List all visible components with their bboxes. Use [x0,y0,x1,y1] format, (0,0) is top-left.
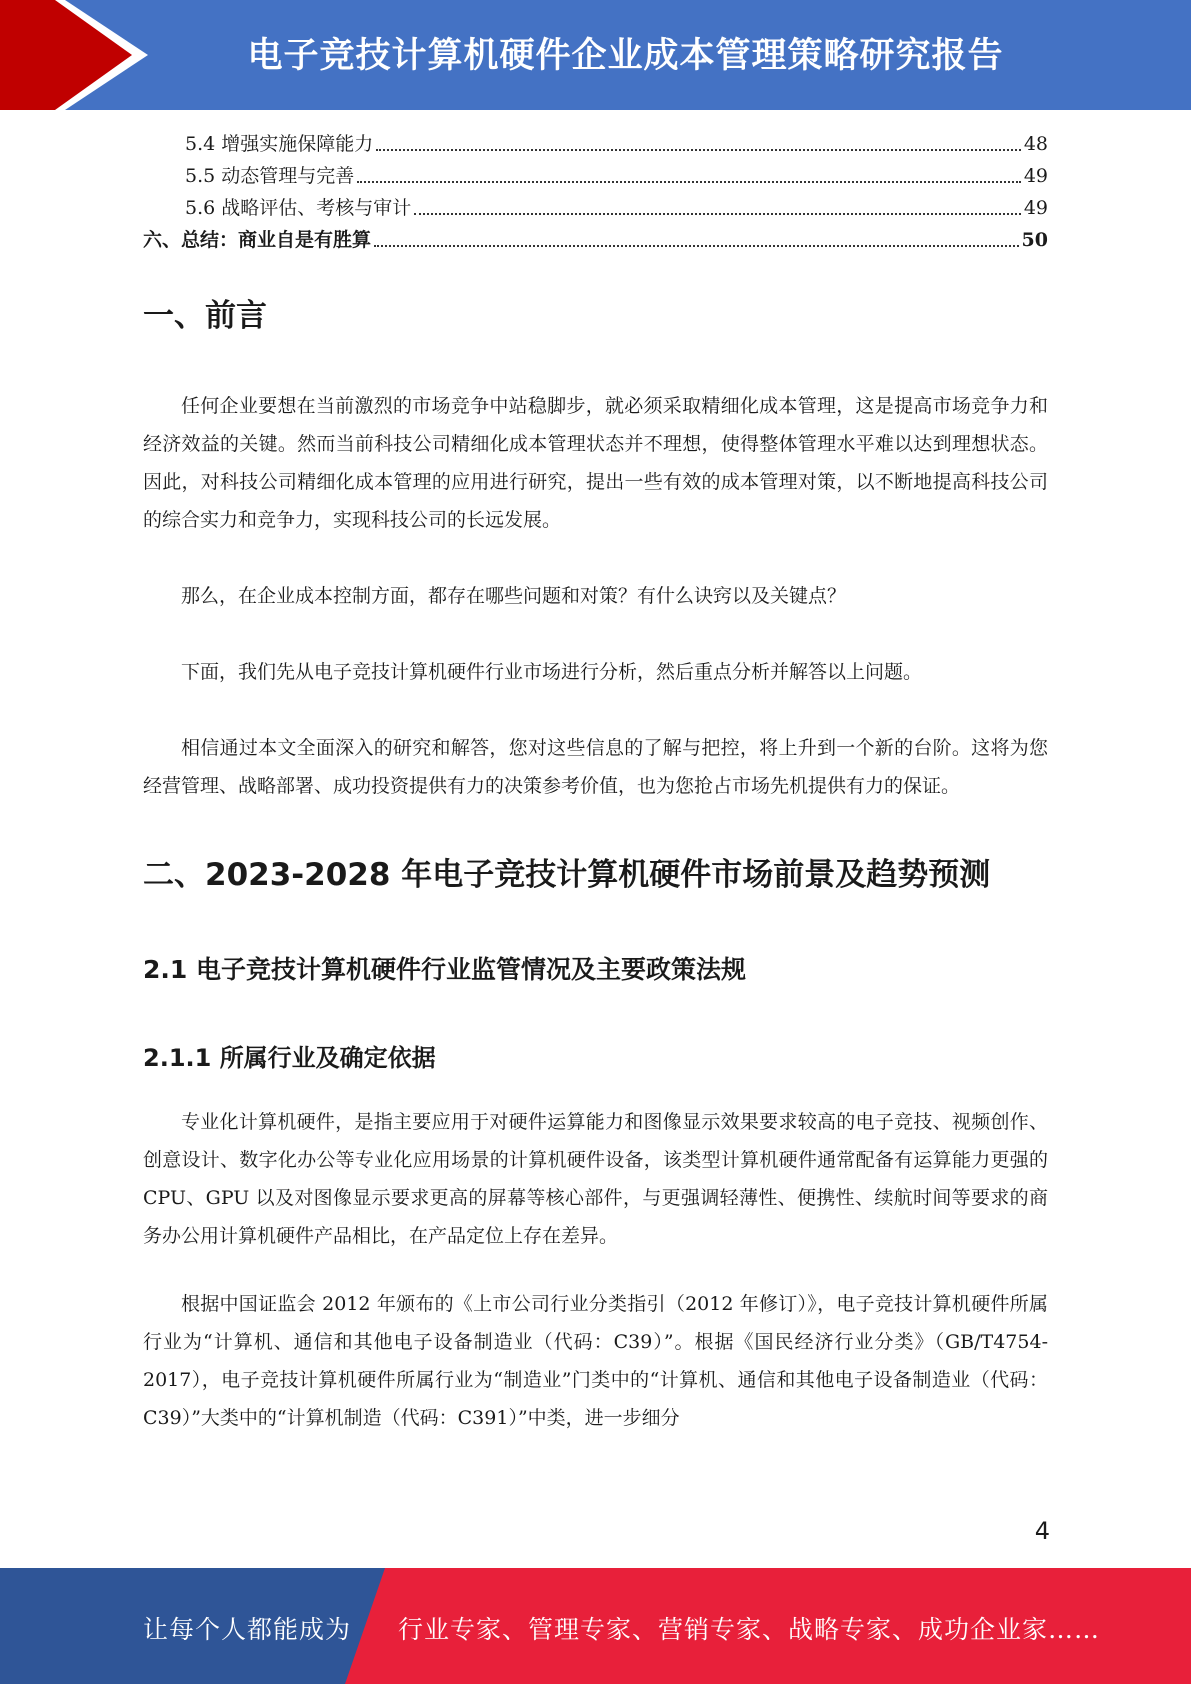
toc-entry[interactable] [143,224,1048,256]
table-of-contents [143,128,1048,256]
toc-entry-label: 5.6 战略评估、考核与审计 [185,197,412,219]
toc-leader-dots [414,213,1021,215]
toc-entry[interactable] [143,192,1048,224]
toc-leader-dots [376,149,1021,151]
toc-entry-page: 49 [1023,165,1048,187]
toc-entry-label: 5.5 动态管理与完善 [185,165,355,187]
toc-entry-page: 49 [1023,197,1048,219]
section-heading: 一、前言 [143,298,267,334]
paragraph: 根据中国证监会 2012 年颁布的《上市公司行业分类指引（2012 年修订）》，电子竞技计算机硬件所属行业为“计算机、通信和其他电子设备制造业（代码：C39）”。根据《国民经济行业分类》（GB/T4754-2017），电子竞技计算机硬件所属行业为“制造业”门类中的“计算机、通信和其他电子设备制造业（代码：C39）”大类中的“计算机制造（代码：C391）”中类，进一步细分 [143,1293,1048,1429]
document-body [143,290,1048,1437]
paragraph: 那么，在企业成本控制方面，都存在哪些问题和对策？有什么诀窍以及关键点？ [181,585,847,607]
toc-leader-dots [374,245,1019,247]
footer-slogan-left: 让每个人都能成为 [143,1615,352,1644]
toc-entry[interactable] [143,160,1048,192]
footer-slogan-right: 行业专家、管理专家、营销专家、战略专家、成功企业家…… [398,1615,1101,1644]
paragraph: 任何企业要想在当前激烈的市场竞争中站稳脚步，就必须采取精细化成本管理，这是提高市场竞争力和经济效益的关键。然而当前科技公司精细化成本管理状态并不理想，使得整体管理水平难以达到理想状态。因此，对科技公司精细化成本管理的应用进行研究，提出一些有效的成本管理对策，以不断地提高科技公司的综合实力和竞争力，实现科技公司的长远发展。 [143,395,1048,531]
toc-entry[interactable] [143,128,1048,160]
report-title: 电子竞技计算机硬件企业成本管理策略研究报告 [247,36,1004,76]
page-header [0,0,1191,110]
toc-leader-dots [357,181,1021,183]
section-heading: 二、2023-2028 年电子竞技计算机硬件市场前景及趋势预测 [143,857,991,893]
paragraph: 下面，我们先从电子竞技计算机硬件行业市场进行分析，然后重点分析并解答以上问题。 [181,661,923,683]
subsection-heading: 2.1 电子竞技计算机硬件行业监管情况及主要政策法规 [143,955,746,984]
toc-entry-label: 5.4 增强实施保障能力 [185,133,374,155]
paragraph: 相信通过本文全面深入的研究和解答，您对这些信息的了解与把控，将上升到一个新的台阶。这将为您经营管理、战略部署、成功投资提供有力的决策参考价值，也为您抢占市场先机提供有力的保证。 [143,737,1048,797]
paragraph: 专业化计算机硬件，是指主要应用于对硬件运算能力和图像显示效果要求较高的电子竞技、视频创作、创意设计、数字化办公等专业化应用场景的计算机硬件设备，该类型计算机硬件通常配备有运算能力更强的 CPU、GPU 以及对图像显示要求更高的屏幕等核心部件，与更强调轻薄性、便携性、续航时间等要求的商务办公用计算机硬件产品相比，在产品定位上存在差异。 [143,1111,1048,1247]
page-footer [0,1568,1191,1684]
subsubsection-heading: 2.1.1 所属行业及确定依据 [143,1044,436,1072]
toc-entry-page: 48 [1023,133,1048,155]
page-number: 4 [1034,1517,1050,1545]
toc-entry-page: 50 [1021,229,1048,251]
toc-entry-label: 六、总结：商业自是有胜算 [143,229,372,251]
